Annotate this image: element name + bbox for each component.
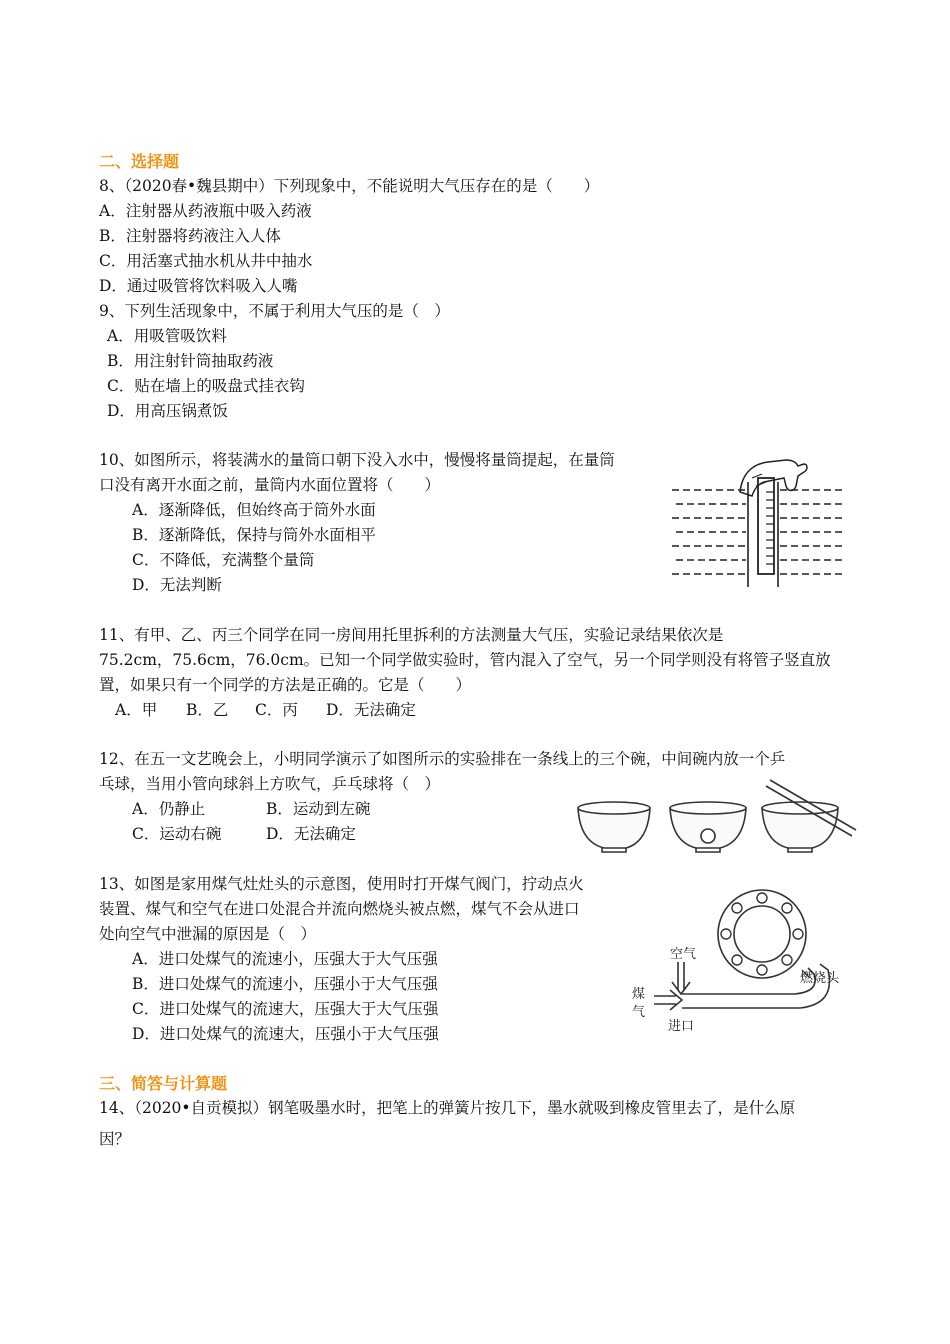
q12-stem-line-1: 12、在五一文艺晚会上，小明同学演示了如图所示的实验排在一条线上的三个碗，中间碗内放一个乒	[99, 750, 786, 768]
gas-pipe	[682, 968, 815, 994]
gas-arrow	[654, 990, 682, 1010]
q12-option-b: B．运动到左碗	[266, 800, 371, 818]
q10-stem-line-2: 口没有离开水面之前，量筒内水面位置将（ ）	[99, 476, 441, 494]
water-surface-dashes	[672, 490, 846, 574]
q11-option-c: C．丙	[255, 701, 298, 719]
q11-stem-line-3: 置，如果只有一个同学的方法是正确的。它是（ ）	[99, 676, 472, 694]
q12-option-a: A．仍静止	[132, 800, 206, 818]
q8-option-a: A．注射器从药液瓶中吸入药液	[99, 202, 312, 220]
left-bowl	[578, 802, 650, 852]
q10-cylinder-figure	[668, 452, 850, 592]
q11-option-a: A．甲	[115, 701, 158, 719]
q8-option-d: D．通过吸管将饮料吸入人嘴	[99, 277, 298, 295]
air-arrow	[672, 962, 690, 994]
q10-option-b: B．逐渐降低，保持与筒外水面相平	[132, 526, 376, 544]
q8-option-b: B．注射器将药液注入人体	[99, 227, 281, 245]
q13-option-a: A．进口处煤气的流速小，压强大于大气压强	[132, 950, 438, 968]
q10-option-c: C．不降低，充满整个量筒	[132, 551, 315, 569]
label-burner: 燃烧头	[800, 971, 840, 986]
middle-bowl	[670, 802, 746, 852]
q9-option-a: A．用吸管吸饮料	[107, 327, 227, 345]
q14-stem-line-2: 因？	[99, 1130, 131, 1148]
q12-stem-line-2: 乓球，当用小管向球斜上方吹气，乒乓球将（ ）	[99, 775, 441, 793]
ping-pong-ball	[701, 829, 715, 843]
label-air: 空气	[670, 947, 697, 962]
q10-stem-line-1: 10、如图所示，将装满水的量筒口朝下没入水中，慢慢将量筒提起，在量筒	[99, 451, 615, 469]
q12-option-d: D．无法确定	[266, 825, 356, 843]
label-gas-2: 气	[632, 1005, 646, 1020]
section-heading-short-answer: 三、简答与计算题	[99, 1074, 228, 1093]
q8-option-c: C．用活塞式抽水机从井中抽水	[99, 252, 313, 270]
q13-stem-line-2: 装置、煤气和空气在进口处混合并流向燃烧头被点燃，煤气不会从进口	[99, 900, 580, 918]
q13-option-c: C．进口处煤气的流速大，压强大于大气压强	[132, 1000, 439, 1018]
q10-option-d: D．无法判断	[132, 576, 222, 594]
right-bowl	[762, 802, 838, 852]
q14-stem-line-1: 14、（2020•自贡模拟）钢笔吸墨水时，把笔上的弹簧片按几下，墨水就吸到橡皮管里去了，是什么原	[99, 1099, 796, 1117]
q9-option-d: D．用高压锅煮饭	[107, 402, 228, 420]
q9-stem: 9、下列生活现象中，不属于利用大气压的是（ ）	[99, 302, 450, 320]
q9-option-c: C．贴在墙上的吸盘式挂衣钩	[107, 377, 305, 395]
cylinder-scale-ticks	[766, 492, 774, 564]
q13-stem-line-1: 13、如图是家用煤气灶灶头的示意图，使用时打开煤气阀门，拧动点火	[99, 875, 584, 893]
label-inlet: 进口	[668, 1019, 695, 1034]
q11-stem-line-1: 11、有甲、乙、丙三个同学在同一房间用托里拆利的方法测量大气压，实验记录结果依次是	[99, 626, 724, 644]
q13-option-d: D．进口处煤气的流速大，压强小于大气压强	[132, 1025, 439, 1043]
q9-option-b: B．用注射针筒抽取药液	[107, 352, 274, 370]
q10-option-a: A．逐渐降低，但始终高于筒外水面	[132, 501, 376, 519]
section-heading-choice: 二、选择题	[99, 152, 180, 171]
q13-gas-burner-figure	[624, 886, 856, 1042]
label-gas-1: 煤	[632, 987, 646, 1002]
q11-stem-line-2: 75.2cm，75.6cm，76.0cm。已知一个同学做实验时，管内混入了空气，另一个同学则没有将管子竖直放	[99, 651, 831, 669]
q11-option-b: B．乙	[186, 701, 229, 719]
q12-option-c: C．运动右碗	[132, 825, 222, 843]
q13-option-b: B．进口处煤气的流速小，压强小于大气压强	[132, 975, 438, 993]
burner-inner-ring	[734, 906, 790, 962]
q11-option-d: D．无法确定	[326, 701, 416, 719]
q13-stem-line-3: 处向空气中泄漏的原因是（ ）	[99, 925, 317, 943]
q8-stem: 8、（2020春•魏县期中）下列现象中，不能说明大气压存在的是（ ）	[99, 177, 600, 195]
q12-bowls-figure	[574, 778, 860, 860]
